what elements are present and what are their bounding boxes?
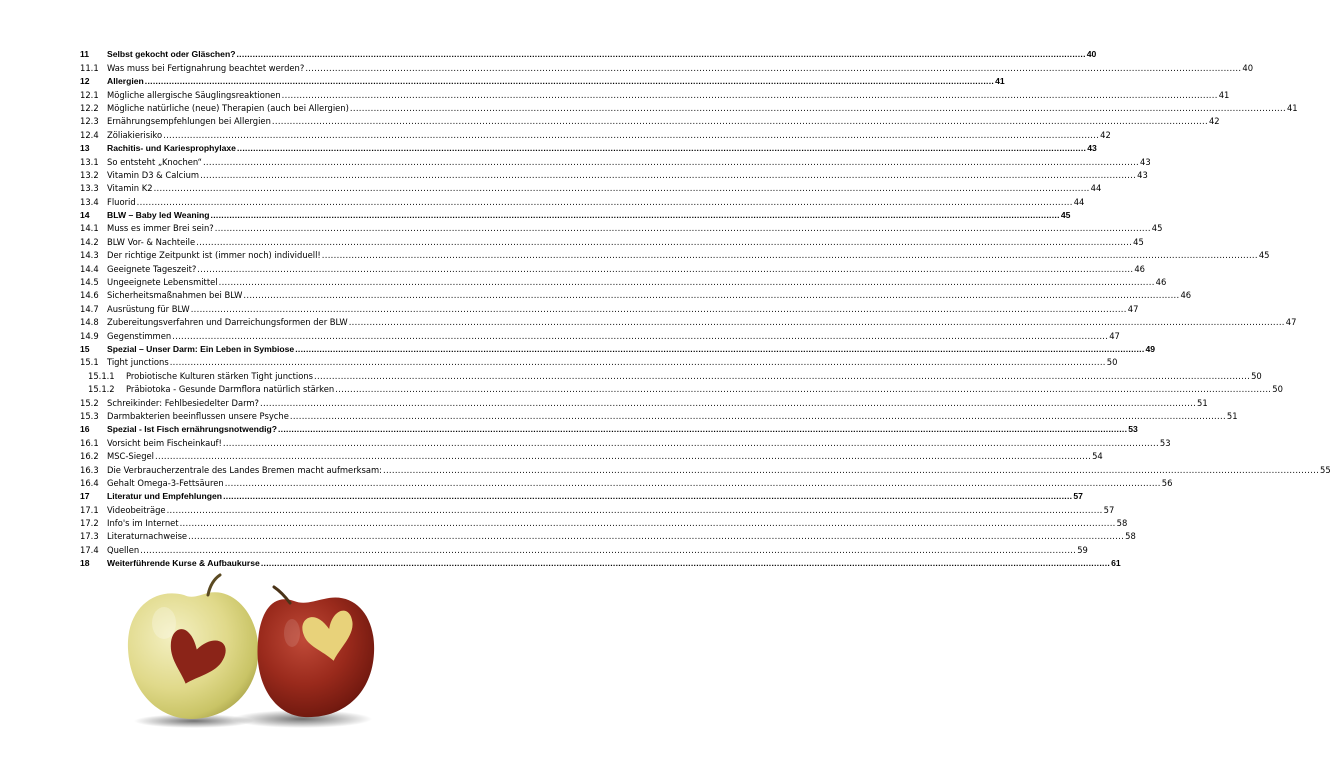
toc-entry[interactable] [80,515,1128,529]
toc-entry[interactable] [80,220,1163,234]
toc-number: 15 [80,343,90,354]
toc-page-number: 47 [1127,303,1139,314]
toc-leader-dots [163,130,1099,140]
toc-leader-dots [215,223,1151,233]
toc-entry[interactable] [80,327,1120,341]
toc-page-number: 51 [1197,397,1208,408]
toc-entry[interactable] [80,475,1173,488]
toc-entry[interactable] [80,140,1097,154]
toc-entry[interactable] [80,86,1230,100]
toc-title: Tight junctions [107,357,169,368]
toc-leader-dots [243,290,1179,300]
toc-entry[interactable] [80,528,1136,542]
toc-entry[interactable] [80,394,1208,408]
toc-page-number: 44 [1090,183,1102,194]
toc-page-number: 50 [1272,384,1283,395]
toc-leader-dots [350,103,1286,113]
toc-entry[interactable] [80,408,1238,421]
toc-title: Info's im Internet [107,518,179,529]
toc-page-number: 56 [1161,477,1173,488]
toc-entry[interactable] [80,367,1262,381]
toc-leader-dots [383,465,1319,475]
toc-title: Literatur und Empfehlungen [107,491,223,502]
toc-number: 12 [80,76,90,87]
toc-entry[interactable] [80,501,1115,515]
toc-number: 13.3 [80,183,99,194]
toc-number: 11.1 [80,62,99,73]
toc-title: Präbiotoka - Gesunde Darmflora natürlich stärken [126,384,335,395]
toc-entry[interactable] [80,46,1097,60]
table-of-contents [80,46,1331,569]
toc-number: 12.2 [80,102,99,113]
toc-entry[interactable] [80,260,1146,274]
toc-entry[interactable] [80,341,1156,354]
toc-number: 16.1 [80,437,99,448]
toc-page-number: 57 [1073,491,1083,502]
toc-page-number: 43 [1087,143,1097,154]
toc-page-number: 41 [1286,102,1298,113]
toc-number: 14.4 [80,263,99,274]
toc-number: 18 [80,558,90,569]
toc-title: Ausrüstung für BLW [107,303,190,314]
toc-number: 16 [80,424,90,435]
toc-number: 14.3 [80,250,99,261]
toc-title: Schreikinder: Fehlbesiedelter Darm? [107,397,259,408]
toc-title: Geeignete Tageszeit? [107,263,197,274]
toc-page-number: 41 [995,76,1005,87]
toc-leader-dots [203,157,1139,167]
toc-entry[interactable] [80,287,1192,301]
toc-page-number: 40 [1086,49,1097,60]
toc-leader-dots [290,411,1226,421]
toc-entry[interactable] [80,247,1270,261]
toc-title: Videobeiträge [107,504,166,515]
toc-entry[interactable] [80,180,1102,194]
toc-page-number: 45 [1258,250,1270,261]
toc-title: Vitamin D3 & Calcium [107,169,200,180]
toc-number: 12.3 [80,116,99,127]
toc-leader-dots [223,438,1159,448]
toc-page-number: 57 [1103,504,1115,515]
toc-leader-dots [180,518,1116,528]
toc-leader-dots [272,116,1208,126]
toc-title: Die Verbraucherzentrale des Landes Bremen macht aufmerksam: [107,464,382,475]
toc-number: 16.3 [80,464,99,475]
toc-title: Fluorid [107,196,136,207]
toc-page-number: 58 [1116,518,1128,529]
toc-title: Gegenstimmen [107,330,172,341]
toc-page-number: 40 [1242,62,1254,73]
toc-entry[interactable] [80,488,1083,502]
toc-title: Quellen [107,544,140,555]
toc-leader-dots [154,183,1090,193]
toc-title: Mögliche allergische Säuglingsreaktionen [107,89,281,100]
toc-page-number: 59 [1077,544,1088,555]
toc-title: Rachitis- und Kariesprophylaxe [107,143,236,154]
toc-page-number: 54 [1092,451,1103,462]
toc-entry[interactable] [80,59,1254,73]
toc-entry[interactable] [80,461,1331,475]
toc-leader-dots [140,545,1076,555]
toc-number: 17.3 [80,531,99,542]
toc-title: Probiotische Kulturen stärken Tight junctions [126,370,314,381]
toc-page-number: 47 [1109,330,1120,341]
toc-leader-dots [278,424,1127,434]
toc-leader-dots [225,478,1161,488]
toc-entry[interactable] [80,448,1103,462]
toc-entry[interactable] [80,541,1088,555]
toc-entry[interactable] [80,233,1144,247]
toc-leader-dots [145,76,994,86]
toc-title: Ungeeignete Lebensmittel [107,277,218,288]
toc-page-number: 41 [1218,89,1230,100]
toc-title: Darmbakterien beeinflussen unsere Psyche [107,410,289,421]
toc-number: 16.4 [80,477,99,488]
toc-title: Spezial - Ist Fisch ernährungsnotwendig? [107,424,277,435]
toc-entry[interactable] [80,381,1283,395]
toc-page-number: 44 [1073,196,1085,207]
toc-title: BLW Vor- & Nachteile [107,236,196,247]
toc-number: 15.1.1 [88,370,115,381]
toc-page-number: 53 [1128,424,1138,435]
toc-number: 17.4 [80,544,99,555]
toc-title: Literaturnachweise [107,531,188,542]
toc-number: 14.9 [80,330,99,341]
toc-entry[interactable] [80,100,1298,113]
toc-page-number: 42 [1100,129,1111,140]
toc-leader-dots [305,63,1241,73]
toc-page-number: 45 [1133,236,1144,247]
toc-title: Ernährungsempfehlungen bei Allergien [107,116,271,127]
toc-leader-dots [295,344,1144,354]
toc-page-number: 43 [1140,156,1151,167]
toc-leader-dots [260,398,1196,408]
toc-entry[interactable] [80,207,1071,221]
toc-leader-dots [197,264,1133,274]
toc-leader-dots [211,210,1060,220]
toc-number: 16.2 [80,451,99,462]
toc-leader-dots [219,277,1155,287]
toc-number: 14.8 [80,317,99,328]
toc-leader-dots [200,170,1136,180]
toc-leader-dots [170,357,1106,367]
toc-leader-dots [314,371,1250,381]
toc-page-number: 55 [1320,464,1331,475]
toc-page-number: 47 [1285,317,1297,328]
toc-entry[interactable] [80,434,1171,448]
toc-entry[interactable] [80,314,1297,328]
toc-leader-dots [137,197,1073,207]
toc-number: 15.1.2 [88,384,115,395]
toc-entry[interactable] [80,113,1220,127]
toc-entry[interactable] [80,421,1138,435]
toc-number: 17 [80,491,90,502]
toc-leader-dots [191,304,1127,314]
toc-page-number: 53 [1159,437,1171,448]
toc-page-number: 42 [1208,116,1220,127]
toc-page-number: 51 [1226,410,1238,421]
toc-title: Zöliakierisiko [107,129,163,140]
toc-number: 14.5 [80,277,99,288]
toc-leader-dots [349,317,1285,327]
toc-page-number: 45 [1151,223,1163,234]
toc-page-number: 58 [1125,531,1136,542]
toc-title: Allergien [107,76,144,87]
toc-leader-dots [196,237,1132,247]
toc-leader-dots [167,505,1103,515]
toc-title: Gehalt Omega-3-Fettsäuren [107,477,224,488]
toc-leader-dots [172,331,1108,341]
toc-entry[interactable] [80,300,1139,314]
toc-entry[interactable] [80,354,1118,368]
toc-leader-dots [236,49,1085,59]
toc-title: Der richtige Zeitpunkt ist (immer noch) individuell! [107,250,321,261]
toc-title: So entsteht „Knochen“ [107,156,202,167]
toc-number: 12.1 [80,89,99,100]
toc-number: 13.4 [80,196,99,207]
toc-title: Zubereitungsverfahren und Darreichungsformen der BLW [107,317,348,328]
toc-title: Vitamin K2 [107,183,153,194]
toc-number: 15.3 [80,410,99,421]
toc-entry[interactable] [80,126,1111,140]
toc-page-number: 43 [1137,169,1148,180]
toc-leader-dots [282,90,1218,100]
toc-title: Selbst gekocht oder Gläschen? [107,49,236,60]
toc-number: 14.7 [80,303,99,314]
apples-with-heart-icon [124,573,412,728]
toc-number: 14 [80,210,90,221]
toc-page-number: 50 [1251,370,1262,381]
toc-leader-dots [322,250,1258,260]
toc-number: 11 [80,49,90,60]
toc-title: Weiterführende Kurse & Aufbaukurse [107,558,260,569]
toc-title: Was muss bei Fertignahrung beachtet werden? [107,62,305,73]
toc-title: Vorsicht beim Fischeinkauf! [107,437,222,448]
toc-title: Sicherheitsmaßnahmen bei BLW [107,290,243,301]
toc-leader-dots [223,491,1072,501]
toc-number: 15.2 [80,397,99,408]
toc-page-number: 46 [1155,277,1167,288]
toc-title: Mögliche natürliche (neue) Therapien (auch bei Allergien) [107,102,349,113]
toc-leader-dots [335,384,1271,394]
toc-title: MSC-Siegel [107,451,155,462]
toc-number: 13.2 [80,169,99,180]
toc-page-number: 46 [1180,290,1192,301]
toc-page-number: 49 [1145,343,1156,354]
toc-entry[interactable] [80,555,1121,569]
toc-leader-dots [237,143,1086,153]
toc-entry[interactable] [80,153,1151,167]
toc-entry[interactable] [80,73,1005,87]
toc-leader-dots [188,531,1124,541]
toc-number: 13.1 [80,156,99,167]
toc-entry[interactable] [80,274,1167,288]
toc-page-number: 45 [1060,210,1071,221]
toc-number: 14.6 [80,290,99,301]
toc-number: 17.1 [80,504,99,515]
toc-number: 13 [80,143,90,154]
toc-title: Spezial – Unser Darm: Ein Leben in Symbiose [107,343,295,354]
toc-number: 14.2 [80,236,99,247]
toc-number: 17.2 [80,518,99,529]
toc-number: 12.4 [80,129,99,140]
toc-page-number: 50 [1106,357,1118,368]
toc-title: BLW – Baby led Weaning [107,210,210,221]
toc-title: Muss es immer Brei sein? [107,223,214,234]
toc-leader-dots [155,451,1091,461]
toc-entry[interactable] [80,167,1148,180]
toc-entry[interactable] [80,193,1085,207]
toc-number: 15.1 [80,357,99,368]
toc-leader-dots [261,558,1110,568]
toc-page-number: 61 [1111,558,1121,569]
toc-page-number: 46 [1134,263,1146,274]
toc-number: 14.1 [80,223,99,234]
